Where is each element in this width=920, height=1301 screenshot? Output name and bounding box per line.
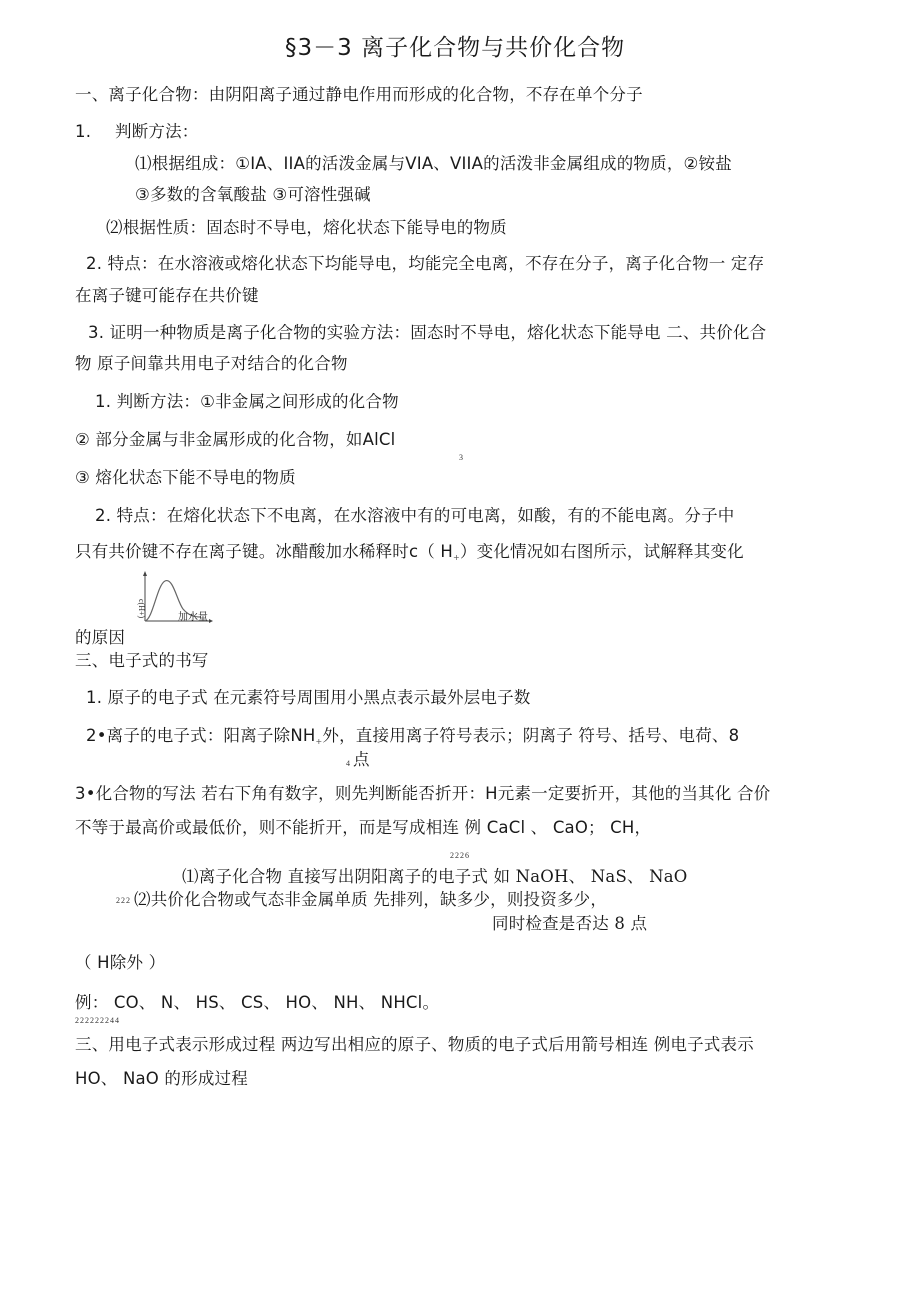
text-part-a: 只有共价键不存在离子键。冰醋酸加水稀释时c（ H xyxy=(75,542,454,561)
item-1-label: 判断方法： xyxy=(115,122,199,141)
svg-text:c(H+): c(H+) xyxy=(137,599,146,619)
covalent-definition: 物 原子间靠共用电子对结合的化合物 xyxy=(75,354,348,373)
section-3-heading: 三、电子式的书写 xyxy=(75,651,209,670)
criterion-composition-cont: ③多数的含氧酸盐 ③可溶性强碱 xyxy=(135,185,371,204)
section-formation-heading: 三、用电子式表示形成过程 两边写出相应的原子、物质的电子式后用箭号相连 例电子式表示 xyxy=(75,1035,754,1054)
octet-check: 同时检查是否达 8 点 xyxy=(492,914,648,933)
item-1-number: 1. xyxy=(75,122,92,141)
covalent-criterion-3: ③ 熔化状态下能不导电的物质 xyxy=(75,468,296,487)
subscripts-row-1: 2226 xyxy=(450,851,470,860)
ionic-features-cont: 在离子键可能存在共价键 xyxy=(75,286,259,305)
text-part-b: 外，直接用离子符号表示；阴离子 符号、括号、电荷、8 xyxy=(322,726,740,745)
h-exception: （ H除外 ） xyxy=(75,953,166,972)
ionic-features: 2. 特点：在水溶液或熔化状态下均能导电，均能完全电离，不存在分子，离子化合物一 定存 xyxy=(86,254,765,273)
ionic-experiment: 3. 证明一种物质是离子化合物的实验方法：固态时不导电，熔化状态下能导电 二、共价化合 xyxy=(88,323,767,342)
compound-writing-cont: 不等于最高价或最低价，则不能折开，而是写成相连 例 CaCl 、 CaO； CH， xyxy=(75,818,652,837)
electron-formula-ion xyxy=(86,725,739,753)
examples: 例： CO、 N、 HS、 CS、 HO、 NH、 NHCl。 xyxy=(75,993,440,1012)
page-title: §3－3 离子化合物与共价化合物 xyxy=(285,35,626,61)
covalent-features-cont xyxy=(75,541,744,569)
electron-formula-ion-cont: 点 xyxy=(353,750,370,769)
covalent-criterion-2: ② 部分金属与非金属形成的化合物，如AlCl xyxy=(75,430,396,449)
subscript-4: 4 xyxy=(346,759,351,768)
chart-x-label: 加水量 xyxy=(178,612,208,623)
formation-examples: HO、 NaO 的形成过程 xyxy=(75,1069,248,1088)
subscripts-row-2: 222 xyxy=(116,896,131,905)
subscripts-row-3: 222222244 xyxy=(75,1016,120,1025)
compound-writing: 3•化合物的写法 若右下角有数字，则先判断能否折开：H元素一定要折开，其他的当其化 合价 xyxy=(75,784,771,803)
section-1-heading: 一、离子化合物：由阴阳离子通过静电作用而形成的化合物，不存在单个分子 xyxy=(75,85,643,104)
subscript-plus: + xyxy=(315,737,323,746)
text-part-b: ）变化情况如右图所示，试解释其变化 xyxy=(459,542,744,561)
ionic-compound-writing: ⑴离子化合物 直接写出阴阳离子的电子式 如 NaOH、 NaS、 NaO xyxy=(182,867,688,886)
covalent-features: 2. 特点：在熔化状态下不电离，在水溶液中有的可电离，如酸，有的不能电离。分子中 xyxy=(95,506,735,525)
text-part-a: 2•离子的电子式：阳离子除NH xyxy=(86,726,316,745)
covalent-criterion-1: 1. 判断方法：①非金属之间形成的化合物 xyxy=(95,392,399,411)
criterion-composition: ⑴根据组成：①IA、IIA的活泼金属与VIA、VIIA的活泼非金属组成的物质，②铵盐 xyxy=(135,154,732,173)
criterion-property: ⑵根据性质：固态时不导电，熔化状态下能导电的物质 xyxy=(106,218,507,237)
covalent-compound-writing: ⑵共价化合物或气态非金属单质 先排列，缺多少，则投资多少， xyxy=(134,890,608,909)
covalent-features-end: 的原因 xyxy=(75,628,126,647)
subscript-3: 3 xyxy=(459,453,464,462)
subscript-plus: + xyxy=(453,553,460,562)
electron-formula-atom: 1. 原子的电子式 在元素符号周围用小黑点表示最外层电子数 xyxy=(86,688,531,707)
